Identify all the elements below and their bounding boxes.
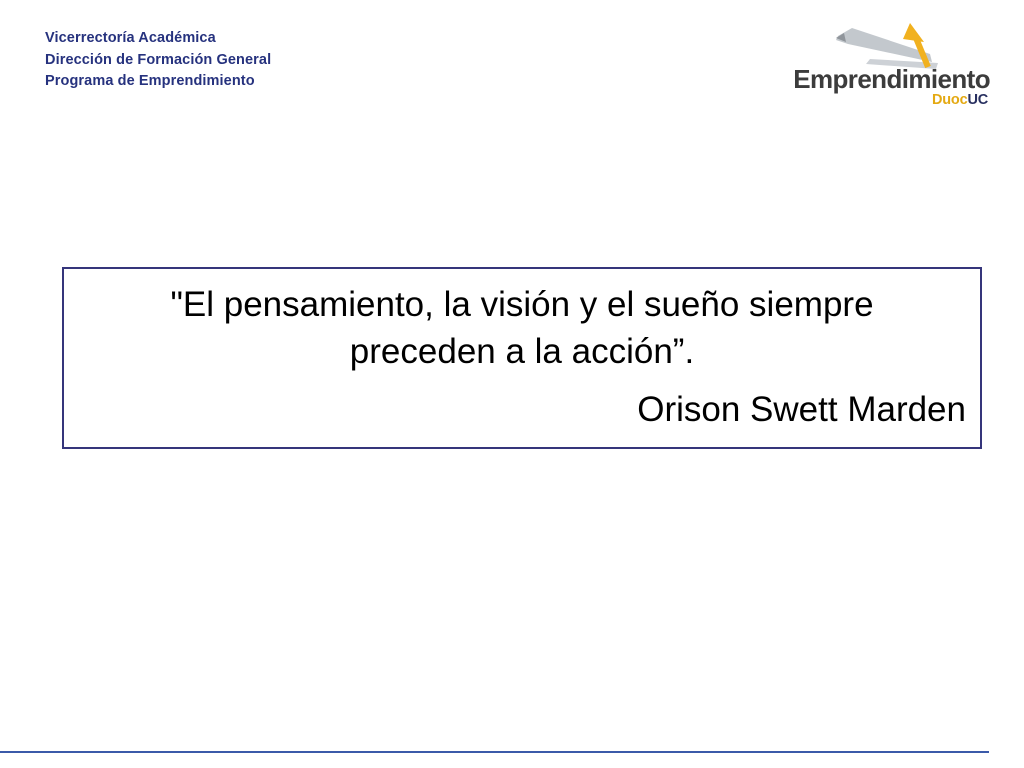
header-line-vicerrectoria: Vicerrectoría Académica [45, 30, 216, 46]
quote-attribution: Orison Swett Marden [637, 390, 966, 429]
quote-line-1: "El pensamiento, la visión y el sueño siempre [170, 285, 874, 324]
brand-subtext [932, 92, 988, 108]
header-line-direccion: Dirección de Formación General [45, 51, 272, 68]
quote-line-2: preceden a la acción”. [349, 332, 695, 371]
brand-duoc-label: Duoc [932, 92, 968, 108]
emprendimiento-logo [793, 12, 995, 112]
quote-box [62, 267, 982, 449]
header-line-programa: Programa de Emprendimiento [45, 73, 255, 89]
arrow-head-icon [903, 23, 924, 42]
footer-rule [0, 751, 989, 753]
header-block [45, 28, 271, 93]
brand-wordmark: Emprendimiento [793, 64, 990, 94]
brand-uc-label: UC [967, 92, 988, 108]
